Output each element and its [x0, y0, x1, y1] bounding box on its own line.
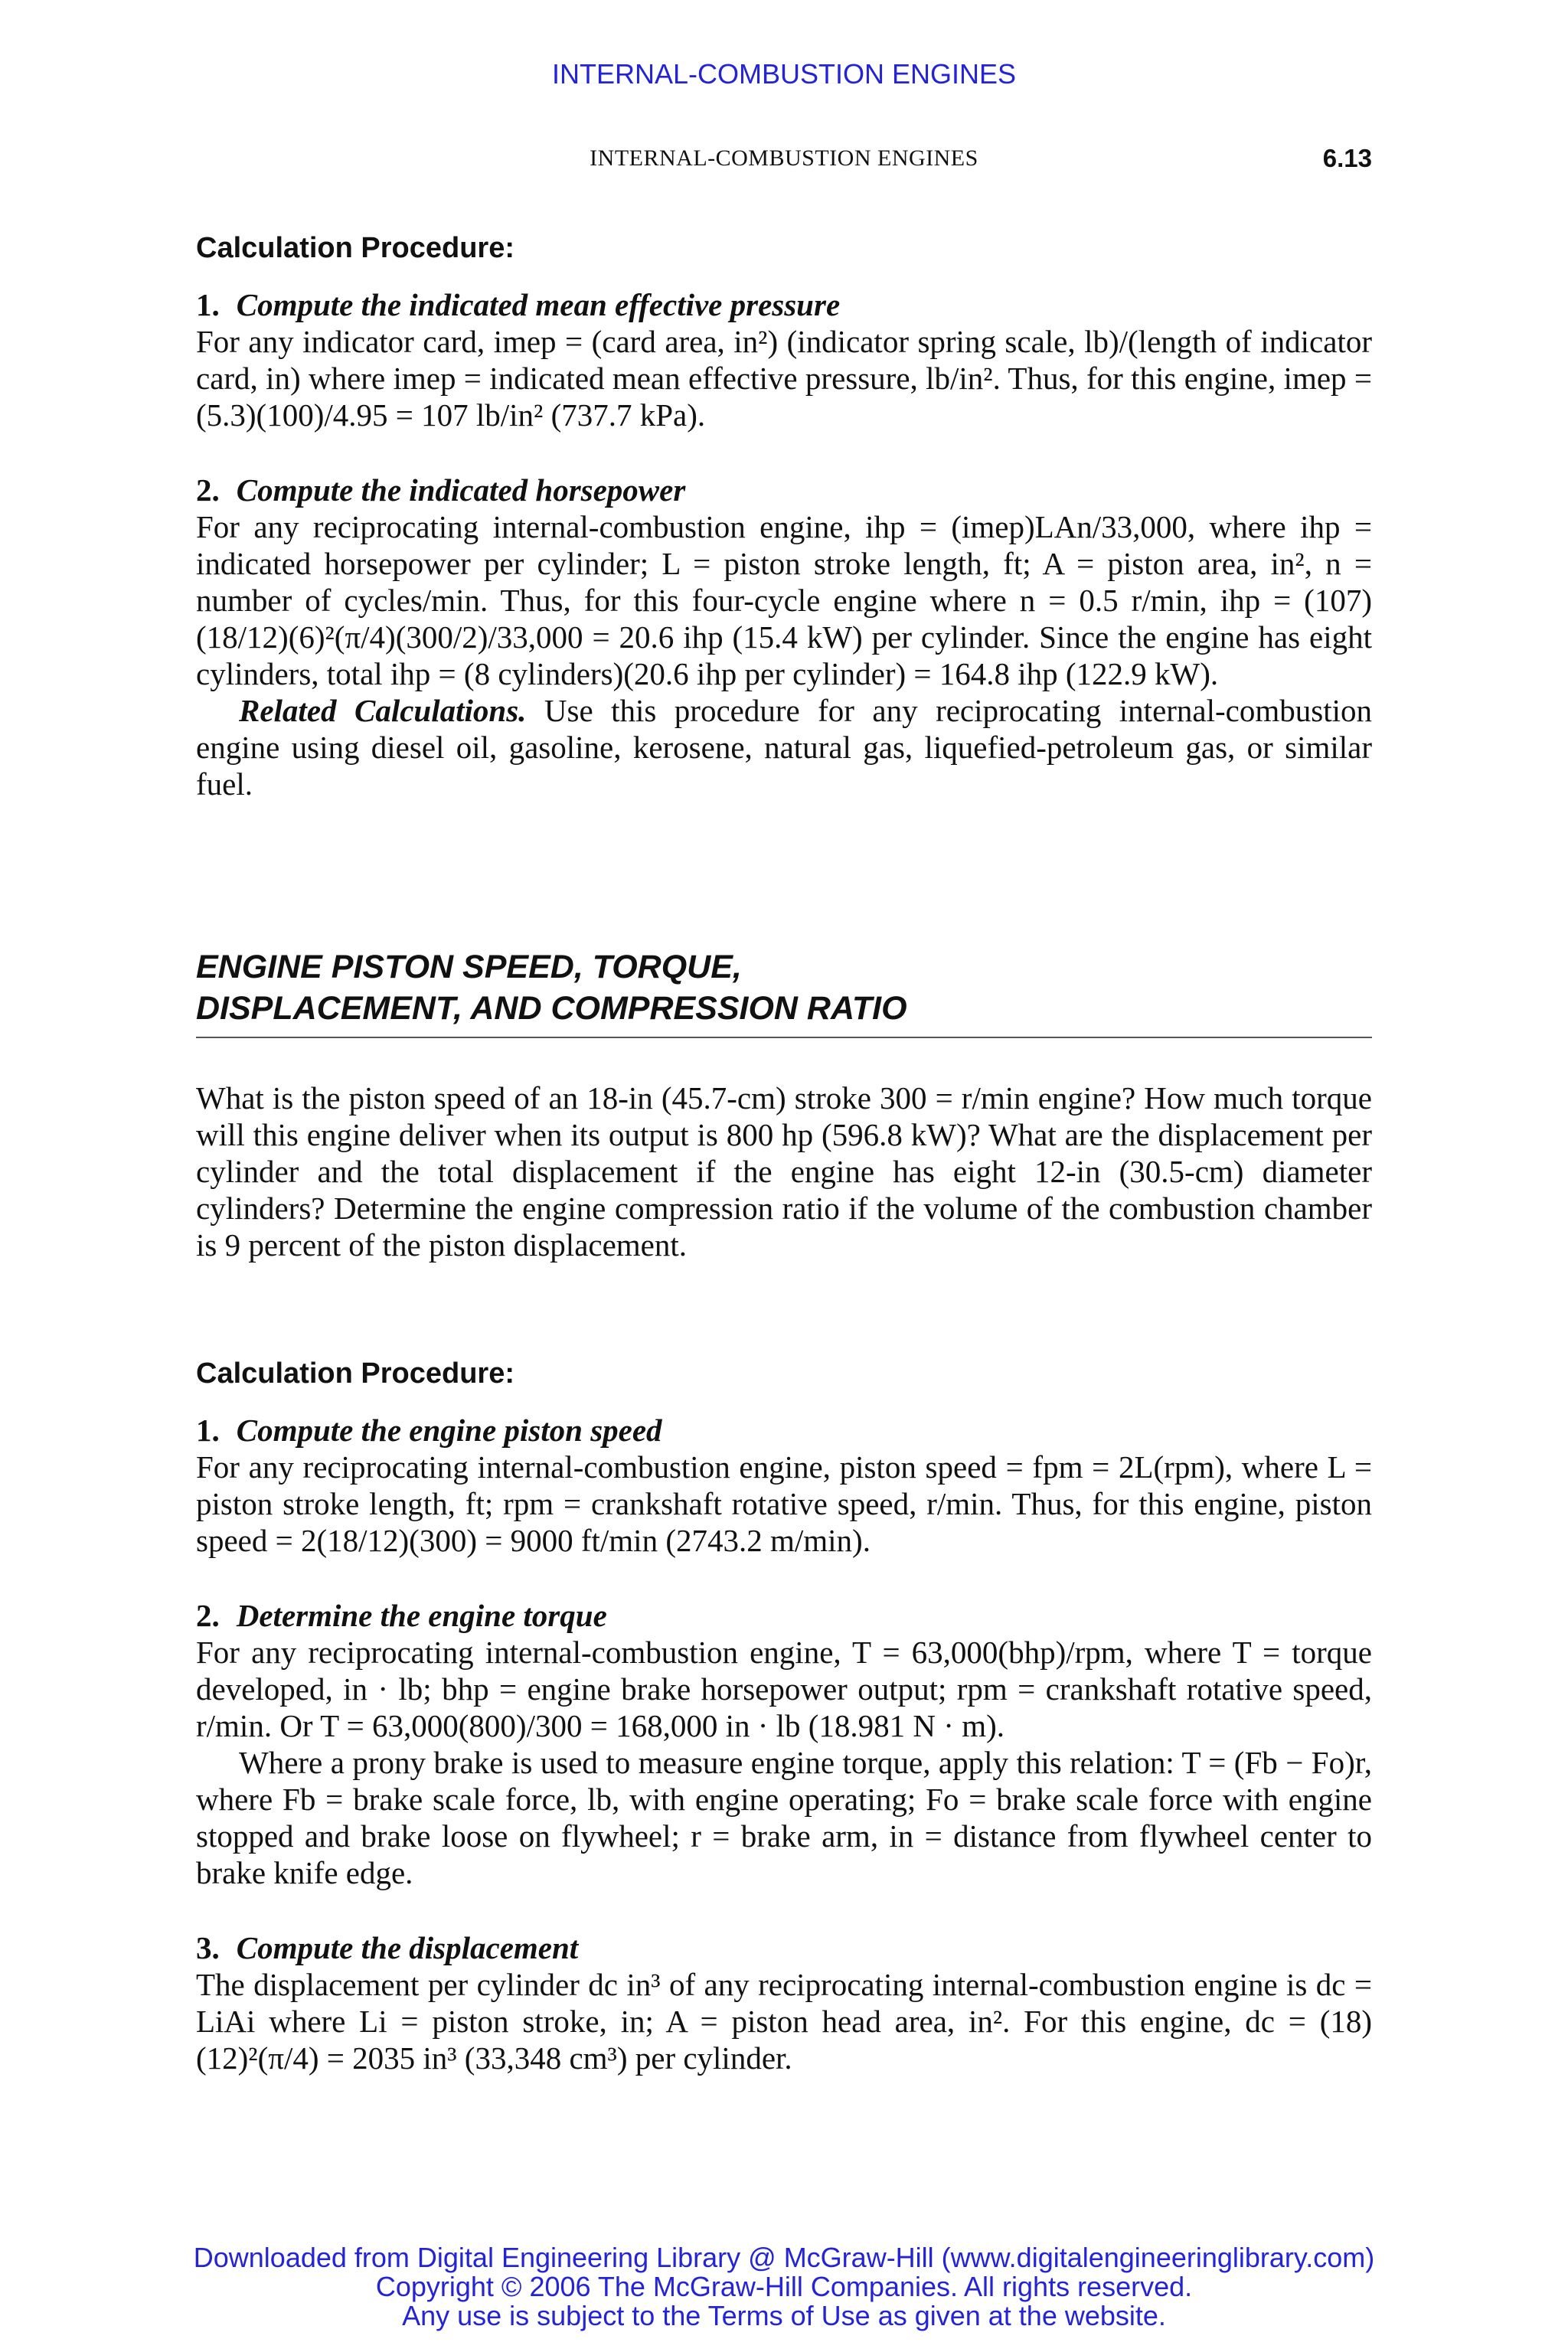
- step-body: For any reciprocating internal-combustion engine, piston speed = fpm = 2L(rpm), where L = piston stroke length, ft; rpm = crankshaft rotative speed, r/min. Thus, for this engine, piston speed = 2(18/12)(300) = 9000 ft/min (2743.2 m/min).: [196, 1449, 1372, 1558]
- page-number: 6.13: [1322, 144, 1372, 172]
- step-number: 1.: [196, 287, 220, 322]
- step-title: Compute the engine piston speed: [236, 1413, 662, 1448]
- problem-text: What is the piston speed of an 18-in (45.7-cm) stroke 300 = r/min engine? How much torque will this engine deliver when its output is 800 hp (596.8 kW)? What are the displacement per cylinder and the total displacement if the engine has eight 12-in (30.5-cm) diameter cylinders? Determine the engine compression ratio if the volume of the combustion chamber is 9 percent of the piston displacement.: [196, 1080, 1372, 1263]
- section-title-line: DISPLACEMENT, AND COMPRESSION RATIO: [196, 990, 907, 1027]
- step-title: Compute the displacement: [236, 1930, 579, 1965]
- calculation-procedure-heading: Calculation Procedure:: [196, 232, 514, 264]
- step-heading: [196, 1412, 1372, 1449]
- step-number: 3.: [196, 1930, 220, 1965]
- step-title: Determine the engine torque: [236, 1598, 607, 1633]
- step-number: 2.: [196, 1598, 220, 1633]
- step-heading: [196, 472, 1372, 508]
- related-calculations: [196, 692, 1372, 802]
- step-heading: [196, 1597, 1372, 1634]
- step-body: For any reciprocating internal-combustion engine, T = 63,000(bhp)/rpm, where T = torque developed, in · lb; bhp = engine brake horsepower output; rpm = crankshaft rotative speed, r/min. Or T = 63,000(800)/300 = 168,000 in · lb (18.981 N · m).: [196, 1635, 1372, 1743]
- procedure-block-1: [196, 230, 1372, 802]
- running-header-title: INTERNAL-COMBUSTION ENGINES: [590, 145, 978, 171]
- related-calculations-label: Related Calculations.: [239, 693, 527, 728]
- related-calculations-text: Use this procedure for any reciprocating internal-combustion engine using diesel oil, gasoline, kerosene, natural gas, liquefied-petroleum gas, or similar fuel.: [196, 693, 1372, 802]
- step-body: For any reciprocating internal-combustion engine, ihp = (imep)LAn/33,000, where ihp = indicated horsepower per cylinder; L = piston stroke length, ft; A = piston area, in², n = number of cycles/min. Thus, for this four-cycle engine where n = 0.5 r/min, ihp = (107)(18/12)(6)²(π/4)(300/2)/33,000 = 20.6 ihp (15.4 kW) per cylinder. Since the engine has eight cylinders, total ihp = (8 cylinders)(20.6 ihp per cylinder) = 164.8 ihp (122.9 kW).: [196, 509, 1372, 691]
- step-title: Compute the indicated mean effective pressure: [236, 287, 841, 322]
- step-heading: [196, 286, 1372, 323]
- step-number: 1.: [196, 1413, 220, 1448]
- footer-copyright: Copyright © 2006 The McGraw-Hill Companies. All rights reserved.: [375, 2271, 1193, 2302]
- copyright-footer: [0, 2243, 1568, 2331]
- step-heading: [196, 1929, 1372, 1966]
- step-title: Compute the indicated horsepower: [236, 472, 686, 508]
- step-number: 2.: [196, 472, 220, 508]
- footer-terms-link[interactable]: Any use is subject to the Terms of Use as given at the website.: [402, 2300, 1166, 2331]
- footer-download-link[interactable]: Downloaded from Digital Engineering Library @ McGraw-Hill (www.digitalengineeringlibrary.com): [193, 2242, 1375, 2273]
- problem-statement: [196, 1080, 1372, 1263]
- section-title-line: ENGINE PISTON SPEED, TORQUE,: [196, 949, 742, 985]
- library-banner[interactable]: INTERNAL-COMBUSTION ENGINES: [551, 58, 1017, 90]
- calculation-procedure-heading: Calculation Procedure:: [196, 1357, 514, 1390]
- procedure-block-2: [196, 1355, 1372, 2076]
- step-body: The displacement per cylinder dc in³ of any reciprocating internal-combustion engine is dc = LiAi where Li = piston stroke, in; A = piston head area, in². For this engine, dc = (18)(12)²(π/4) = 2035 in³ (33,348 cm³) per cylinder.: [196, 1967, 1372, 2076]
- running-header: [196, 144, 1372, 178]
- step-body: For any indicator card, imep = (card area, in²) (indicator spring scale, lb)/(length of indicator card, in) where imep = indicated mean effective pressure, lb/in². Thus, for this engine, imep = (5.3)(100)/4.95 = 107 lb/in² (737.7 kPa).: [196, 324, 1372, 433]
- section-heading-block: [196, 946, 1372, 1038]
- section-divider: [196, 1037, 1372, 1038]
- step-body-continued: Where a prony brake is used to measure engine torque, apply this relation: T = (Fb − Fo)r, where Fb = brake scale force, lb, with engine operating; Fo = brake scale force with engine stopped and brake loose on flywheel; r = brake arm, in = distance from flywheel center to brake knife edge.: [196, 1745, 1372, 1890]
